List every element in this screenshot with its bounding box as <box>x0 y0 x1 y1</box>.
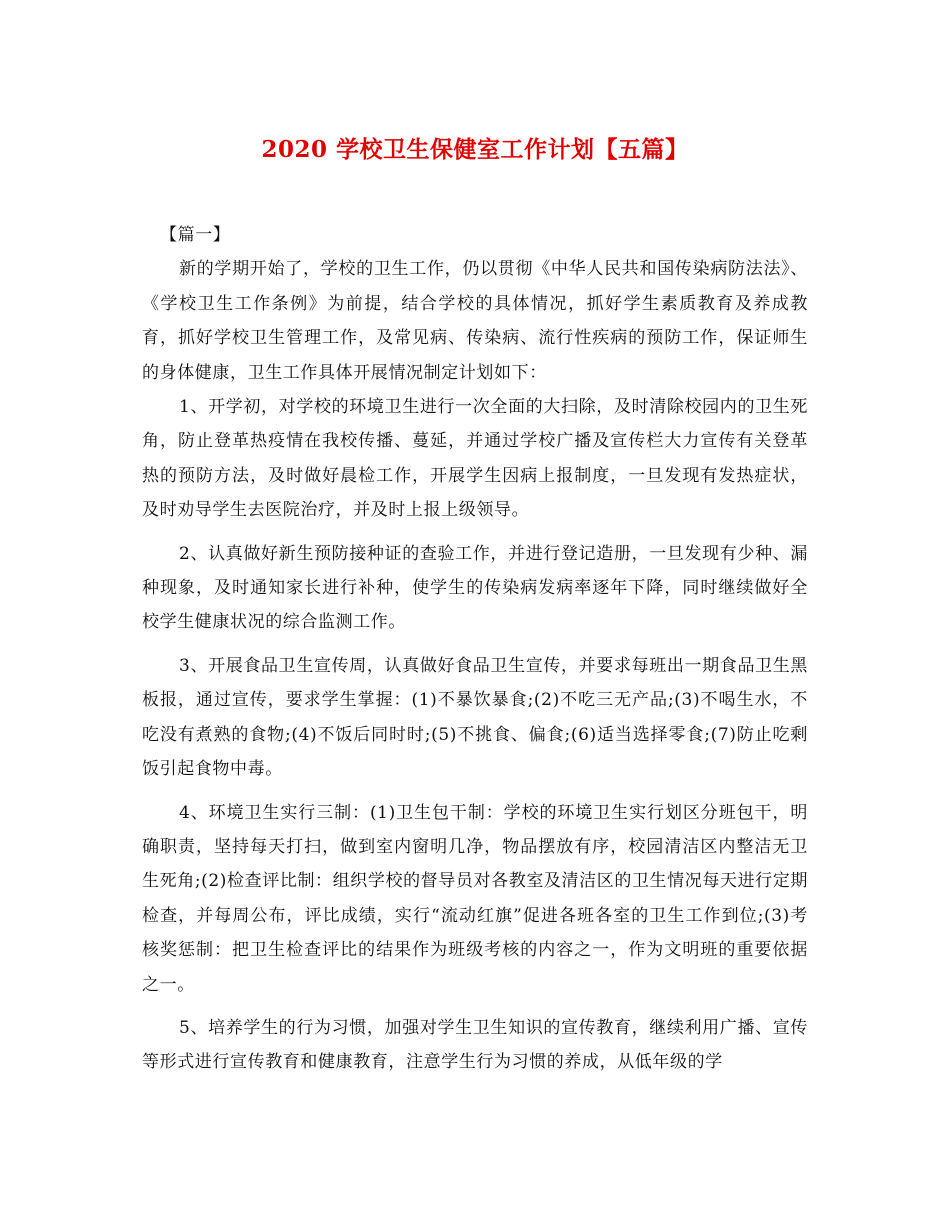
paragraph-intro: 新的学期开始了，学校的卫生工作，仍以贯彻《中华人民共和国传染病防法法》、《学校卫生工作条例》为前提，结合学校的具体情况，抓好学生素质教育及养成教育，抓好学校卫生管理工作，及常见病、传染病、流行性疾病的预防工作，保证师生的身体健康，卫生工作具体开展情况制定计划如下： <box>142 259 808 383</box>
section-heading: 【篇一】 <box>160 225 231 245</box>
document-body <box>142 218 808 1080</box>
paragraph-item-4: 4、环境卫生实行三制：(1)卫生包干制：学校的环境卫生实行划区分班包干，明确职责，坚持每天打扫，做到室内窗明几净，物品摆放有序，校园清洁区内整洁无卫生死角;(2)检查评比制：组织学校的督导员对各教室及清洁区的卫生情况每天进行定期检查，并每周公布，评比成绩，实行“流动红旗”促进各班各室的卫生工作到位;(3)考核奖惩制：把卫生检查评比的结果作为班级考核的内容之一，作为文明班的重要依据之一。 <box>142 802 808 995</box>
paragraph-item-5: 5、培养学生的行为习惯，加强对学生卫生知识的宣传教育，继续利用广播、宣传等形式进行宣传教育和健康教育，注意学生行为习惯的养成，从低年级的学 <box>142 1017 808 1073</box>
paragraph-item-1: 1、开学初，对学校的环境卫生进行一次全面的大扫除，及时清除校园内的卫生死角，防止登革热疫情在我校传播、蔓延，并通过学校广播及宣传栏大力宣传有关登革热的预防方法，及时做好晨检工作，开展学生因病上报制度，一旦发现有发热症状，及时劝导学生去医院治疗，并及时上报上级领导。 <box>142 397 808 521</box>
paragraph-item-3: 3、开展食品卫生宣传周，认真做好食品卫生宣传，并要求每班出一期食品卫生黑板报，通过宣传，要求学生掌握：(1)不暴饮暴食;(2)不吃三无产品;(3)不喝生水，不吃没有煮熟的食物;(4)不饭后同时时;(5)不挑食、偏食;(6)适当选择零食;(7)防止吃剩饭引起食物中毒。 <box>142 655 808 780</box>
document-title: 2020 学校卫生保健室工作计划【五篇】 <box>261 136 689 163</box>
paragraph-item-2: 2、认真做好新生预防接种证的查验工作，并进行登记造册，一旦发现有少种、漏种现象，及时通知家长进行补种，使学生的传染病发病率逐年下降，同时继续做好全校学生健康状况的综合监测工作。 <box>142 543 808 633</box>
